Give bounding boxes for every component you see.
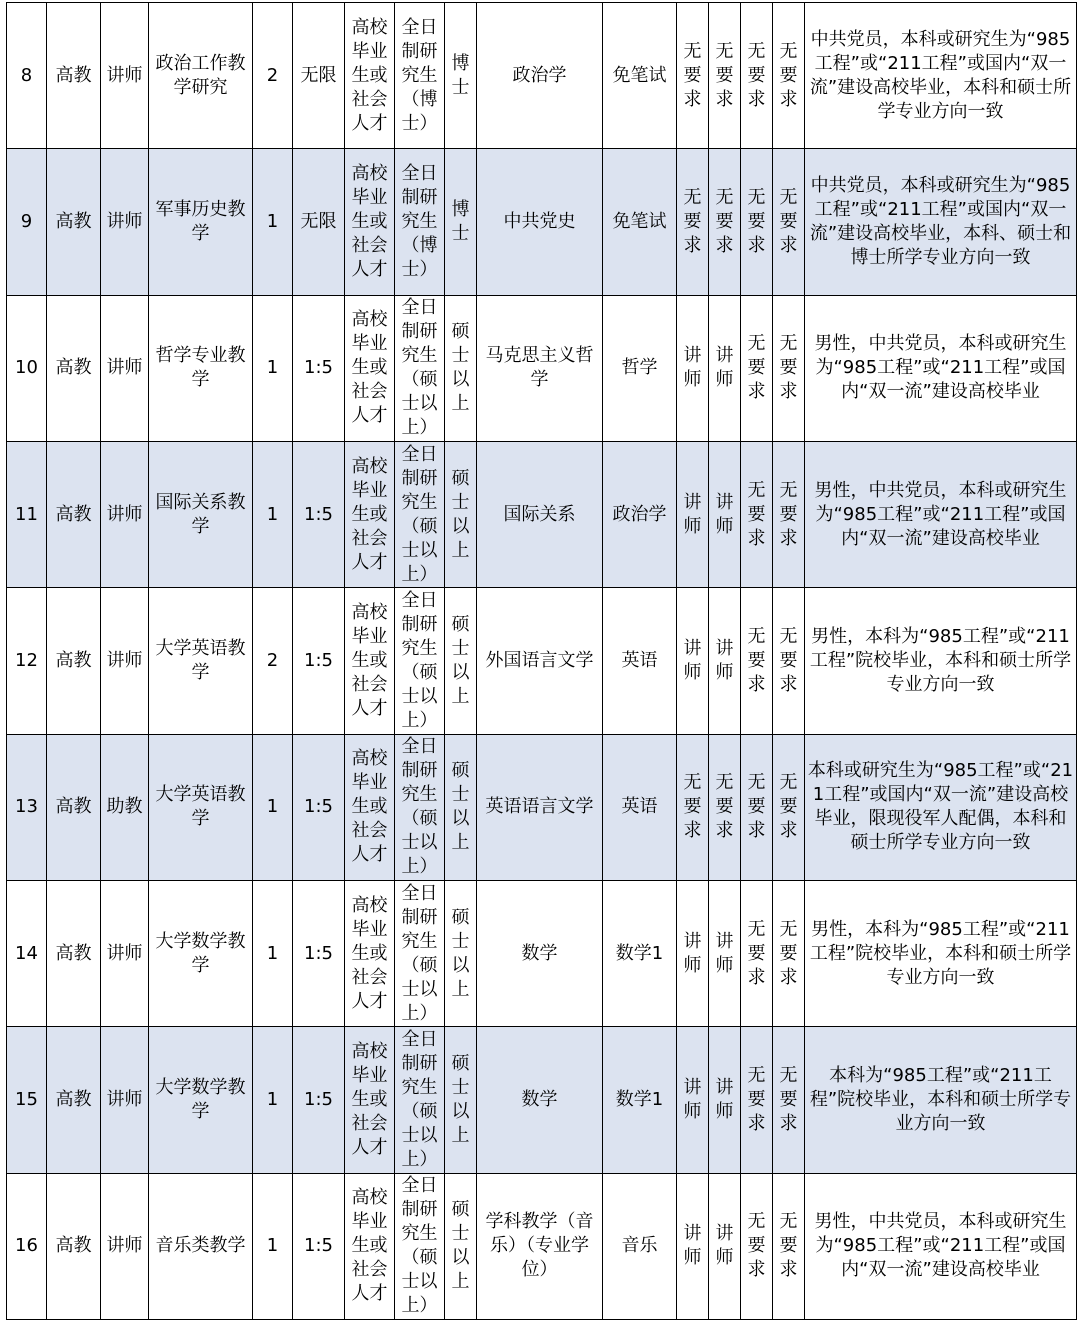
major-cell: 马克思主义哲学 (477, 295, 603, 441)
requirement-cell: 讲师 (677, 295, 709, 441)
degree-cell: 硕士以上 (445, 1027, 477, 1173)
degree-cell: 硕士以上 (445, 734, 477, 880)
table-row (7, 149, 1077, 295)
post-name-cell: 大学数学教学 (149, 1027, 253, 1173)
requirement-cell: 讲师 (677, 880, 709, 1026)
exam-cell: 免笔试 (603, 149, 677, 295)
headcount-cell: 1 (253, 441, 293, 587)
category-cell: 高教 (47, 1173, 101, 1319)
degree-cell: 硕士以上 (445, 588, 477, 734)
requirement-cell: 无要求 (773, 1027, 805, 1173)
degree-cell: 硕士以上 (445, 295, 477, 441)
post-name-cell: 国际关系教学 (149, 441, 253, 587)
source-cell: 高校毕业生或社会人才 (345, 441, 395, 587)
major-cell: 学科教学（音乐）（专业学位） (477, 1173, 603, 1319)
post-name-cell: 大学英语教学 (149, 588, 253, 734)
table-row (7, 1173, 1077, 1319)
study-type-cell: 全日制研究生（硕士以上） (395, 441, 445, 587)
major-cell: 数学 (477, 1027, 603, 1173)
table-row (7, 880, 1077, 1026)
ratio-cell: 1:5 (293, 880, 345, 1026)
requirement-cell: 无要求 (741, 880, 773, 1026)
requirement-cell: 无要求 (741, 3, 773, 149)
study-type-cell: 全日制研究生（硕士以上） (395, 1173, 445, 1319)
requirement-cell: 无要求 (741, 295, 773, 441)
post-name-cell: 音乐类教学 (149, 1173, 253, 1319)
requirement-cell: 无要求 (741, 734, 773, 880)
row-number: 13 (7, 734, 47, 880)
source-cell: 高校毕业生或社会人才 (345, 588, 395, 734)
requirement-cell: 无要求 (773, 149, 805, 295)
requirement-cell: 无要求 (709, 3, 741, 149)
requirement-cell: 讲师 (709, 441, 741, 587)
requirement-cell: 无要求 (677, 3, 709, 149)
row-number: 15 (7, 1027, 47, 1173)
study-type-cell: 全日制研究生（硕士以上） (395, 588, 445, 734)
requirement-cell: 无要求 (773, 880, 805, 1026)
requirement-cell: 无要求 (773, 588, 805, 734)
requirement-cell: 讲师 (677, 588, 709, 734)
source-cell: 高校毕业生或社会人才 (345, 295, 395, 441)
exam-cell: 数学1 (603, 1027, 677, 1173)
degree-cell: 硕士以上 (445, 880, 477, 1026)
headcount-cell: 1 (253, 734, 293, 880)
requirement-cell: 讲师 (709, 588, 741, 734)
table-row (7, 441, 1077, 587)
source-cell: 高校毕业生或社会人才 (345, 734, 395, 880)
ratio-cell: 1:5 (293, 295, 345, 441)
study-type-cell: 全日制研究生（硕士以上） (395, 880, 445, 1026)
major-cell: 政治学 (477, 3, 603, 149)
requirement-cell: 无要求 (741, 441, 773, 587)
requirement-cell: 无要求 (773, 295, 805, 441)
table-row (7, 295, 1077, 441)
study-type-cell: 全日制研究生（博士） (395, 3, 445, 149)
study-type-cell: 全日制研究生（硕士以上） (395, 734, 445, 880)
row-number: 16 (7, 1173, 47, 1319)
row-number: 14 (7, 880, 47, 1026)
requirement-cell: 无要求 (677, 149, 709, 295)
exam-cell: 英语 (603, 588, 677, 734)
title-cell: 讲师 (101, 295, 149, 441)
requirement-cell: 无要求 (773, 1173, 805, 1319)
title-cell: 讲师 (101, 3, 149, 149)
requirement-cell: 讲师 (709, 880, 741, 1026)
table-body (7, 3, 1077, 1320)
requirement-cell: 讲师 (709, 295, 741, 441)
ratio-cell: 1:5 (293, 588, 345, 734)
notes-cell: 中共党员，本科或研究生为“985工程”或“211工程”或国内“双一流”建设高校毕业，本科和硕士所学专业方向一致 (805, 3, 1077, 149)
headcount-cell: 1 (253, 1027, 293, 1173)
source-cell: 高校毕业生或社会人才 (345, 880, 395, 1026)
requirement-cell: 无要求 (741, 149, 773, 295)
category-cell: 高教 (47, 149, 101, 295)
degree-cell: 博士 (445, 149, 477, 295)
study-type-cell: 全日制研究生（硕士以上） (395, 1027, 445, 1173)
notes-cell: 男性，中共党员，本科或研究生为“985工程”或“211工程”或国内“双一流”建设高校毕业 (805, 295, 1077, 441)
table-row (7, 3, 1077, 149)
exam-cell: 数学1 (603, 880, 677, 1026)
ratio-cell: 1:5 (293, 734, 345, 880)
category-cell: 高教 (47, 734, 101, 880)
headcount-cell: 1 (253, 1173, 293, 1319)
category-cell: 高教 (47, 1027, 101, 1173)
category-cell: 高教 (47, 441, 101, 587)
notes-cell: 男性，本科为“985工程”或“211工程”院校毕业，本科和硕士所学专业方向一致 (805, 880, 1077, 1026)
major-cell: 中共党史 (477, 149, 603, 295)
ratio-cell: 无限 (293, 149, 345, 295)
major-cell: 英语语言文学 (477, 734, 603, 880)
requirement-cell: 讲师 (677, 1027, 709, 1173)
notes-cell: 本科或研究生为“985工程”或“211工程”或国内“双一流”建设高校毕业，限现役军人配偶，本科和硕士所学专业方向一致 (805, 734, 1077, 880)
post-name-cell: 大学英语教学 (149, 734, 253, 880)
notes-cell: 中共党员，本科或研究生为“985工程”或“211工程”或国内“双一流”建设高校毕业，本科、硕士和博士所学专业方向一致 (805, 149, 1077, 295)
table-row (7, 588, 1077, 734)
ratio-cell: 无限 (293, 3, 345, 149)
requirement-cell: 无要求 (741, 588, 773, 734)
row-number: 10 (7, 295, 47, 441)
ratio-cell: 1:5 (293, 1027, 345, 1173)
study-type-cell: 全日制研究生（博士） (395, 149, 445, 295)
row-number: 11 (7, 441, 47, 587)
headcount-cell: 1 (253, 149, 293, 295)
study-type-cell: 全日制研究生（硕士以上） (395, 295, 445, 441)
category-cell: 高教 (47, 3, 101, 149)
headcount-cell: 1 (253, 295, 293, 441)
headcount-cell: 2 (253, 588, 293, 734)
table-row (7, 1027, 1077, 1173)
requirement-cell: 无要求 (741, 1173, 773, 1319)
table-row (7, 734, 1077, 880)
category-cell: 高教 (47, 295, 101, 441)
requirement-cell: 无要求 (709, 149, 741, 295)
post-name-cell: 哲学专业教学 (149, 295, 253, 441)
source-cell: 高校毕业生或社会人才 (345, 1027, 395, 1173)
notes-cell: 本科为“985工程”或“211工程”院校毕业，本科和硕士所学专业方向一致 (805, 1027, 1077, 1173)
headcount-cell: 1 (253, 880, 293, 1026)
exam-cell: 政治学 (603, 441, 677, 587)
title-cell: 讲师 (101, 149, 149, 295)
row-number: 12 (7, 588, 47, 734)
title-cell: 讲师 (101, 1027, 149, 1173)
requirement-cell: 无要求 (773, 441, 805, 587)
major-cell: 国际关系 (477, 441, 603, 587)
exam-cell: 英语 (603, 734, 677, 880)
post-name-cell: 大学数学教学 (149, 880, 253, 1026)
ratio-cell: 1:5 (293, 441, 345, 587)
requirement-cell: 讲师 (709, 1173, 741, 1319)
requirement-cell: 讲师 (677, 441, 709, 587)
headcount-cell: 2 (253, 3, 293, 149)
degree-cell: 硕士以上 (445, 1173, 477, 1319)
category-cell: 高教 (47, 588, 101, 734)
requirement-cell: 无要求 (773, 734, 805, 880)
title-cell: 讲师 (101, 880, 149, 1026)
title-cell: 讲师 (101, 1173, 149, 1319)
source-cell: 高校毕业生或社会人才 (345, 3, 395, 149)
exam-cell: 哲学 (603, 295, 677, 441)
requirement-cell: 讲师 (709, 1027, 741, 1173)
requirement-cell: 无要求 (677, 734, 709, 880)
major-cell: 数学 (477, 880, 603, 1026)
post-name-cell: 政治工作教学研究 (149, 3, 253, 149)
post-name-cell: 军事历史教学 (149, 149, 253, 295)
recruitment-table (6, 2, 1077, 1320)
degree-cell: 硕士以上 (445, 441, 477, 587)
major-cell: 外国语言文学 (477, 588, 603, 734)
category-cell: 高教 (47, 880, 101, 1026)
exam-cell: 免笔试 (603, 3, 677, 149)
title-cell: 讲师 (101, 441, 149, 587)
title-cell: 助教 (101, 734, 149, 880)
source-cell: 高校毕业生或社会人才 (345, 149, 395, 295)
requirement-cell: 无要求 (709, 734, 741, 880)
notes-cell: 男性，中共党员，本科或研究生为“985工程”或“211工程”或国内“双一流”建设高校毕业 (805, 441, 1077, 587)
notes-cell: 男性，中共党员，本科或研究生为“985工程”或“211工程”或国内“双一流”建设高校毕业 (805, 1173, 1077, 1319)
requirement-cell: 无要求 (741, 1027, 773, 1173)
exam-cell: 音乐 (603, 1173, 677, 1319)
source-cell: 高校毕业生或社会人才 (345, 1173, 395, 1319)
degree-cell: 博士 (445, 3, 477, 149)
requirement-cell: 无要求 (773, 3, 805, 149)
row-number: 8 (7, 3, 47, 149)
notes-cell: 男性，本科为“985工程”或“211工程”院校毕业，本科和硕士所学专业方向一致 (805, 588, 1077, 734)
requirement-cell: 讲师 (677, 1173, 709, 1319)
title-cell: 讲师 (101, 588, 149, 734)
ratio-cell: 1:5 (293, 1173, 345, 1319)
row-number: 9 (7, 149, 47, 295)
